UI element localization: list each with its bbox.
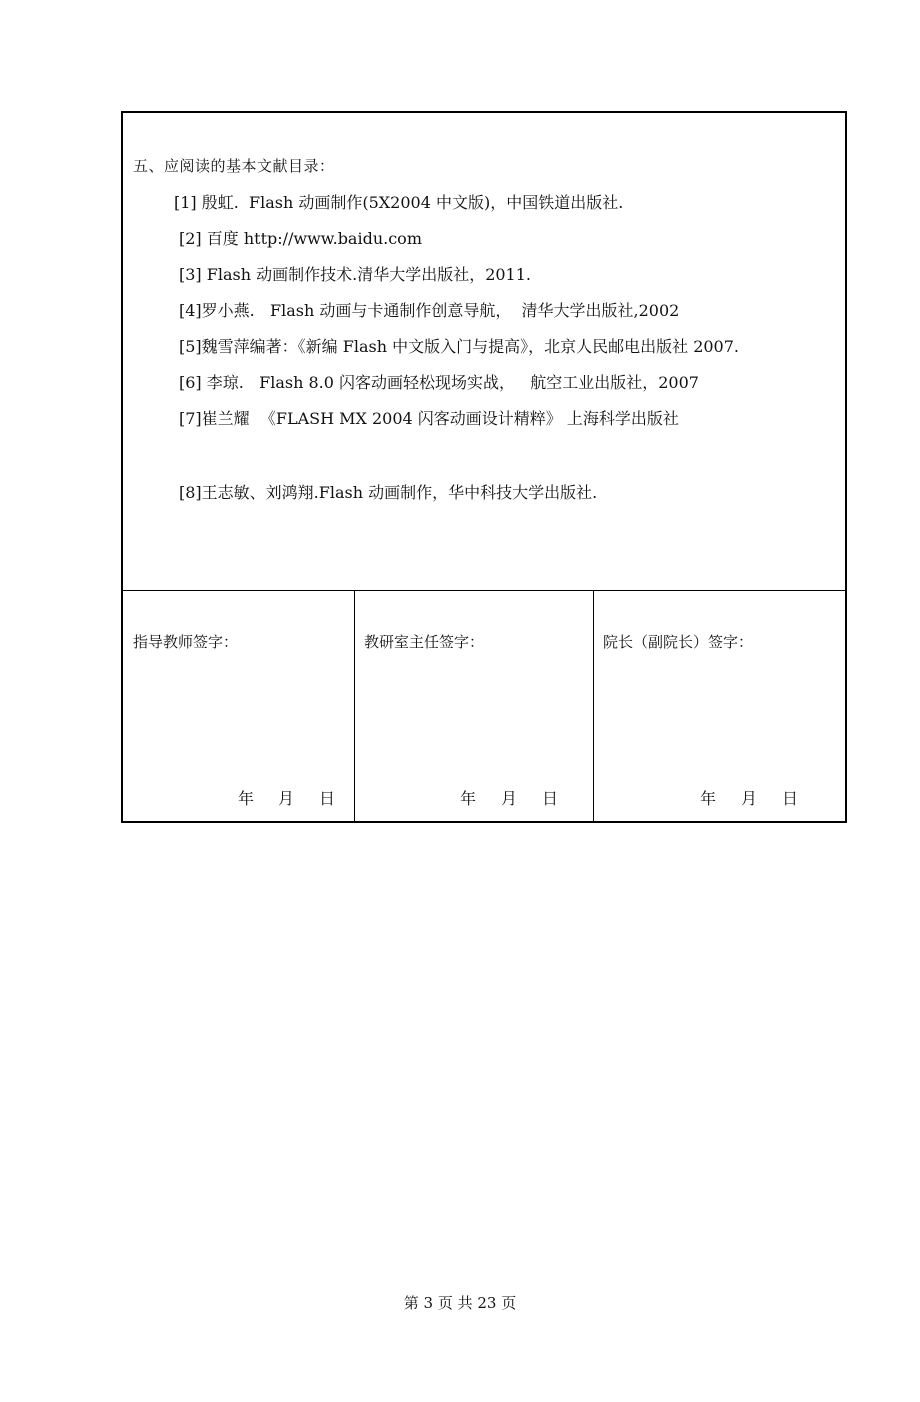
dean-month-label: 月 <box>741 789 758 808</box>
dean-signature-label: 院长（副院长）签字： <box>603 633 754 651</box>
advisor-signature-label: 指导教师签字： <box>133 633 239 651</box>
signature-row <box>123 591 845 821</box>
advisor-month-label: 月 <box>278 789 295 808</box>
office-signature-label: 教研室主任签字： <box>364 633 485 651</box>
reference-item-3: [3] Flash 动画制作技术.清华大学出版社，2011. <box>179 265 532 284</box>
reference-item-6: [6] 李琼. Flash 8.0 闪客动画轻松现场实战， 航空工业出版社，2007 <box>179 373 699 392</box>
advisor-day-label: 日 <box>319 789 336 808</box>
office-month-label: 月 <box>501 789 518 808</box>
dean-day-label: 日 <box>782 789 799 808</box>
reference-item-2: [2] 百度 http://www.baidu.com <box>179 229 422 248</box>
office-signature-cell <box>354 591 593 821</box>
advisor-signature-cell <box>123 591 354 821</box>
reference-item-4: [4]罗小燕. Flash 动画与卡通制作创意导航， 清华大学出版社,2002 <box>179 301 680 320</box>
office-year-label: 年 <box>460 789 477 808</box>
advisor-year-label: 年 <box>238 789 255 808</box>
office-day-label: 日 <box>542 789 559 808</box>
reference-item-8: [8]王志敏、刘鸿翔.Flash 动画制作，华中科技大学出版社. <box>179 483 598 502</box>
references-heading: 五、应阅读的基本文献目录： <box>133 157 335 175</box>
references-section <box>123 113 845 591</box>
dean-signature-cell <box>593 591 845 821</box>
reference-item-7: [7]崔兰耀 《FLASH MX 2004 闪客动画设计精粹》 上海科学出版社 <box>179 409 679 428</box>
page-number-footer: 第 3 页 共 23 页 <box>403 1294 517 1312</box>
reference-item-5: [5]魏雪萍编著：《新编 Flash 中文版入门与提高》，北京人民邮电出版社 2007. <box>179 337 740 356</box>
reference-item-1: [1] 殷虹. Flash 动画制作(5X2004 中文版)，中国铁道出版社. <box>174 193 624 212</box>
approval-form-table <box>121 111 847 823</box>
dean-year-label: 年 <box>700 789 717 808</box>
